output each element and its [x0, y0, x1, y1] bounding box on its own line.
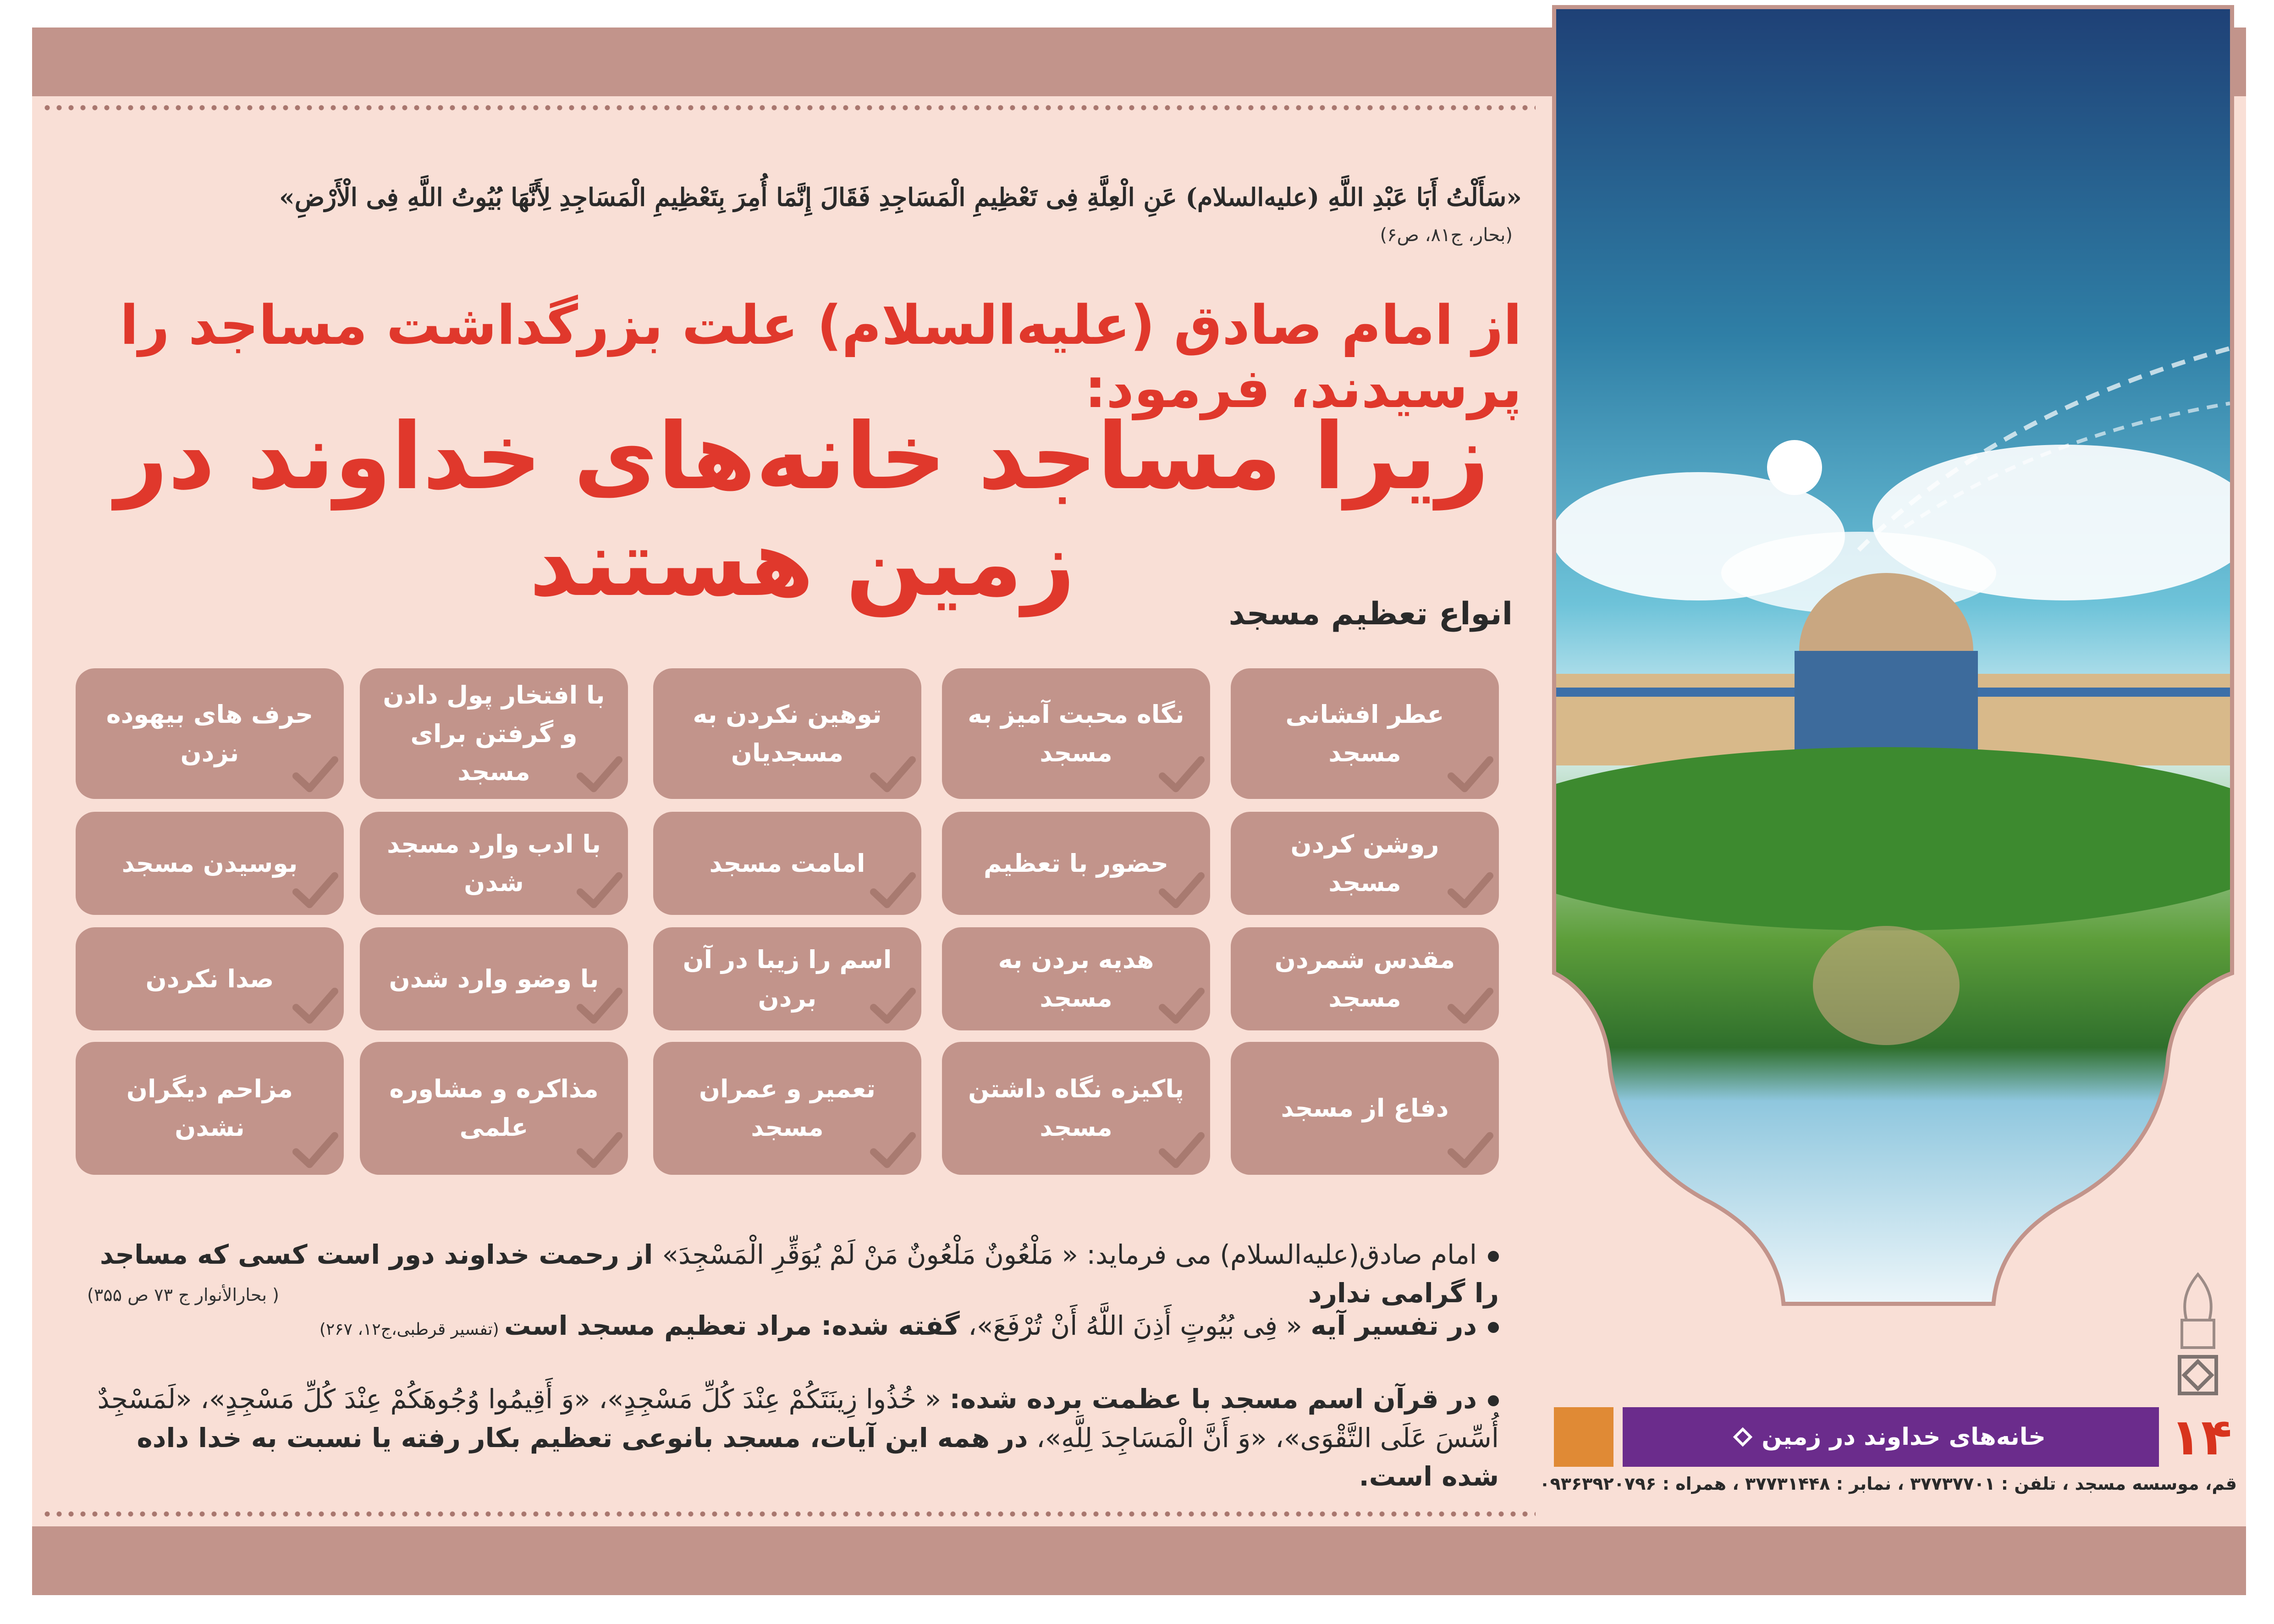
item-label: بوسیدن مسجد	[121, 848, 298, 878]
note-1-text: از رحمت خداوند دور است کسی که مساجد را گرامی ندارد	[99, 1239, 1499, 1309]
list-item	[360, 1042, 628, 1175]
list-item	[1231, 668, 1499, 799]
mosque-illustration-svg	[1538, 0, 2239, 1343]
list-item	[1231, 1042, 1499, 1175]
item-label: مذاکره و مشاوره علمی	[389, 1074, 599, 1142]
item-label: حرف های بیهوده نزدن	[106, 699, 314, 767]
page-number: ۱۴	[2164, 1407, 2238, 1467]
note-1-quote: امام صادق(علیه‌السلام) می فرماید: « مَلْعُونٌ مَلْعُونٌ مَنْ لَمْ یُوَقِّرِ الْمَسْجِدَ»	[662, 1239, 1477, 1270]
section-heading: انواع تعظیم مسجد	[1228, 596, 1513, 632]
footer-series-label	[1623, 1407, 2159, 1467]
note-2-source: (تفسیر قرطبی،ج۱۲، ۲۶۷)	[319, 1320, 505, 1339]
list-item	[653, 927, 921, 1030]
list-item	[76, 668, 344, 799]
list-item	[942, 1042, 1210, 1175]
bottom-band	[32, 1526, 2246, 1595]
list-item	[653, 668, 921, 799]
note-2	[87, 1306, 1499, 1345]
subtitle: از امام صادق (علیه‌السلام) علت بزرگداشت مساجد را پرسیدند، فرمود:	[120, 293, 1522, 420]
footer-orange-block	[1554, 1407, 1613, 1467]
item-label: دفاع از مسجد	[1281, 1094, 1449, 1123]
item-label: مزاحم دیگران نشدن	[126, 1074, 293, 1142]
item-label: توهین نکردن به مسجدیان	[693, 699, 882, 767]
item-label: تعمیر و عمران مسجد	[699, 1074, 876, 1142]
item-label: امامت مسجد	[709, 848, 865, 878]
checkmark-icon	[870, 872, 915, 908]
item-label: حضور با تعظیم	[984, 848, 1168, 878]
footer-label-text: خانه‌های خداوند در زمین	[1762, 1423, 2046, 1451]
publisher-logo	[2154, 1270, 2241, 1403]
checkmark-icon	[292, 872, 337, 908]
list-item	[1231, 927, 1499, 1030]
main-title: زیرا مساجد خانه‌های خداوند در زمین هستند	[115, 403, 1489, 617]
list-item	[653, 812, 921, 915]
item-label: پاکیزه نگاه داشتن مسجد	[968, 1074, 1184, 1142]
bullet-icon	[1488, 1251, 1499, 1262]
list-item	[942, 812, 1210, 915]
note-2-text-b: گفته شده: مراد تعظیم مسجد است	[504, 1310, 960, 1341]
note-3-continued	[87, 1419, 1499, 1496]
list-item	[942, 668, 1210, 799]
list-item	[360, 927, 628, 1030]
list-item	[653, 1042, 921, 1175]
bottom-dotted-divider	[41, 1511, 1536, 1517]
publisher-logo-icon	[2154, 1270, 2241, 1403]
list-item	[942, 927, 1210, 1030]
list-item	[76, 812, 344, 915]
list-item	[76, 1042, 344, 1175]
respect-types-grid	[76, 668, 1499, 1175]
arabic-hadith-quote: «سَأَلْتُ أَبَا عَبْدِ اللَّهِ (عليه‌السلام) عَنِ الْعِلَّةِ فِی تَعْظِیمِ الْمَسَاجِدِ فَقَالَ إِنَّمَا أُمِرَ بِتَعْظِیمِ الْمَسَاجِدِ لِأَنَّهَا بُیُوتُ اللَّهِ فِی الْأَرْضِ»	[279, 182, 1522, 212]
diamond-icon	[1733, 1427, 1752, 1447]
hadith-source: (بحار، ج۸۱، ص۶)	[1380, 225, 1513, 246]
mosque-illustration	[1538, 0, 2239, 1343]
item-label: روشن کردن مسجد	[1290, 829, 1439, 897]
note-1-source: ( بحارالأنوار ج ۷۳ ص ۳۵۵)	[87, 1285, 279, 1305]
note-3-quote-a: « خُذُوا زِینَتَکُمْ عِنْدَ کُلِّ مَسْجِدٍ»، «وَ أَقِیمُوا وُجُوهَکُمْ عِنْدَ کُلِّ مَسْجِدٍ»، «لَمَسْجِدٌ	[97, 1383, 950, 1415]
item-label: عطر افشانی مسجد	[1285, 699, 1444, 767]
bullet-icon	[1488, 1395, 1499, 1406]
item-label: با ادب وارد مسجد شدن	[387, 829, 601, 897]
item-label: نگاه محبت آمیز به مسجد	[968, 699, 1184, 767]
item-label: صدا نکردن	[145, 964, 274, 993]
footer-contact: قم، موسسه مسجد ، تلفن : ۳۷۷۳۷۷۰۱ ، نمابر : ۳۷۷۳۱۴۴۸ ، همراه : ۰۹۳۶۳۹۲۰۷۹۶	[1539, 1474, 2237, 1494]
note-2-quote: « فِی بُیُوتٍ أَذِنَ اللَّهُ أَنْ تُرْفَعَ»،	[959, 1310, 1311, 1341]
note-3-text-a: در قرآن اسم مسجد با عظمت برده شده:	[949, 1383, 1477, 1415]
list-item	[360, 812, 628, 915]
list-item	[360, 668, 628, 799]
item-label: مقدس شمردن مسجد	[1274, 945, 1455, 1013]
note-2-text-a: در تفسیر آیه	[1310, 1310, 1477, 1341]
list-item	[76, 927, 344, 1030]
note-3-text-b: در همه این آیات، مسجد بانوعی تعظیم بکار رفته یا نسبت به خدا داده شده است.	[137, 1422, 1499, 1492]
top-dotted-divider	[41, 105, 1536, 111]
item-label: اسم را زیبا در آن بردن	[683, 945, 892, 1013]
item-label: هدیه بردن به مسجد	[998, 945, 1154, 1013]
checkmark-icon	[1448, 1132, 1492, 1168]
checkmark-icon	[292, 987, 337, 1024]
note-3-quote-b: أُسِّسَ عَلَى التَّقْوَى»، «وَ أَنَّ الْمَسَاجِدَ لِلَّهِ»،	[1028, 1422, 1499, 1453]
list-item	[1231, 812, 1499, 915]
note-1	[87, 1235, 1499, 1312]
bullet-icon	[1488, 1322, 1499, 1333]
item-label: با افتخار پول دادن و گرفتن برای مسجد	[383, 680, 605, 787]
item-label: با وضو وارد شدن	[389, 964, 599, 993]
note-3	[87, 1380, 1499, 1418]
